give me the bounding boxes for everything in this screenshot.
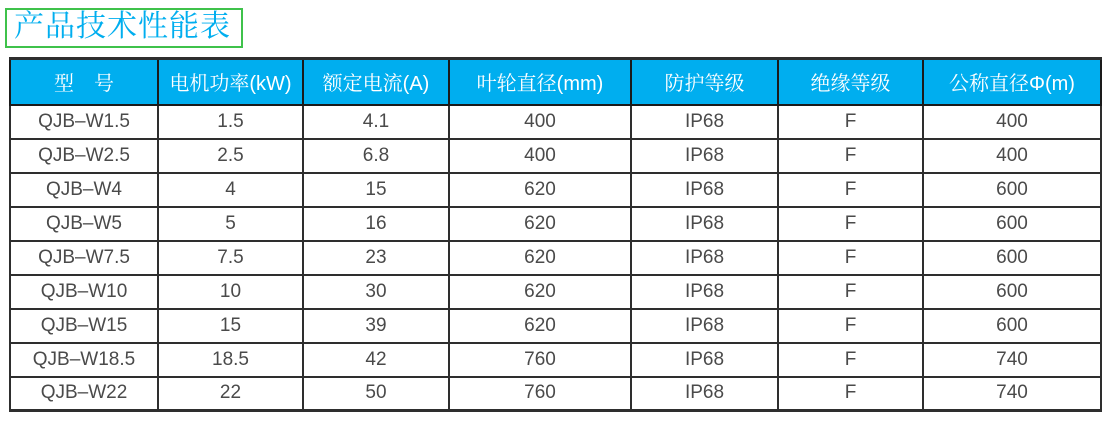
table-cell: 760 [449,343,631,377]
table-cell: IP68 [631,139,778,173]
table-cell: 2.5 [158,139,303,173]
model-cell: QJB–W7.5 [10,241,158,275]
table-row [10,139,1101,173]
table-cell: F [778,275,923,309]
table-cell: 740 [923,377,1101,411]
table-row [10,377,1101,411]
table-cell: 620 [449,241,631,275]
table-cell: F [778,173,923,207]
table-row [10,105,1101,139]
table-cell: 620 [449,207,631,241]
table-cell: IP68 [631,241,778,275]
table-cell: 6.8 [303,139,449,173]
table-cell: 760 [449,377,631,411]
table-cell: 600 [923,207,1101,241]
table-row [10,309,1101,343]
table-cell: 30 [303,275,449,309]
table-cell: IP68 [631,343,778,377]
table-cell: F [778,309,923,343]
table-cell: 620 [449,173,631,207]
model-cell: QJB–W1.5 [10,105,158,139]
table-cell: 600 [923,173,1101,207]
table-cell: 18.5 [158,343,303,377]
column-header: 绝缘等级 [778,59,923,105]
table-cell: 600 [923,241,1101,275]
table-cell: IP68 [631,173,778,207]
table-cell: 23 [303,241,449,275]
table-cell: F [778,343,923,377]
table-cell: 600 [923,309,1101,343]
table-cell: 50 [303,377,449,411]
table-cell: IP68 [631,377,778,411]
table-cell: 740 [923,343,1101,377]
table-cell: 400 [449,139,631,173]
table-cell: F [778,105,923,139]
spec-table-header [10,59,1101,105]
table-cell: IP68 [631,275,778,309]
table-cell: 600 [923,275,1101,309]
table-row [10,275,1101,309]
table-cell: IP68 [631,207,778,241]
table-cell: 7.5 [158,241,303,275]
column-header: 叶轮直径(mm) [449,59,631,105]
table-row [10,343,1101,377]
table-cell: 620 [449,309,631,343]
table-cell: F [778,377,923,411]
table-cell: IP68 [631,105,778,139]
column-header: 防护等级 [631,59,778,105]
table-cell: F [778,207,923,241]
model-cell: QJB–W10 [10,275,158,309]
table-cell: 400 [923,105,1101,139]
column-header: 公称直径Φ(m) [923,59,1101,105]
table-row [10,173,1101,207]
table-cell: 39 [303,309,449,343]
table-cell: F [778,241,923,275]
table-row [10,207,1101,241]
table-cell: 15 [158,309,303,343]
table-cell: 10 [158,275,303,309]
table-cell: IP68 [631,309,778,343]
table-cell: 620 [449,275,631,309]
spec-table [9,57,1102,412]
table-cell: 5 [158,207,303,241]
table-cell: 4.1 [303,105,449,139]
model-cell: QJB–W15 [10,309,158,343]
table-cell: 400 [449,105,631,139]
page-title: 产品技术性能表 [5,8,243,48]
table-cell: 16 [303,207,449,241]
column-header: 电机功率(kW) [158,59,303,105]
column-header: 额定电流(A) [303,59,449,105]
table-cell: 400 [923,139,1101,173]
table-cell: 4 [158,173,303,207]
table-cell: 22 [158,377,303,411]
model-cell: QJB–W4 [10,173,158,207]
table-cell: 15 [303,173,449,207]
column-header: 型 号 [10,59,158,105]
model-cell: QJB–W18.5 [10,343,158,377]
table-row [10,241,1101,275]
spec-table-body [10,105,1101,411]
model-cell: QJB–W22 [10,377,158,411]
header-row [10,59,1101,105]
table-cell: 1.5 [158,105,303,139]
table-cell: 42 [303,343,449,377]
table-cell: F [778,139,923,173]
model-cell: QJB–W2.5 [10,139,158,173]
model-cell: QJB–W5 [10,207,158,241]
